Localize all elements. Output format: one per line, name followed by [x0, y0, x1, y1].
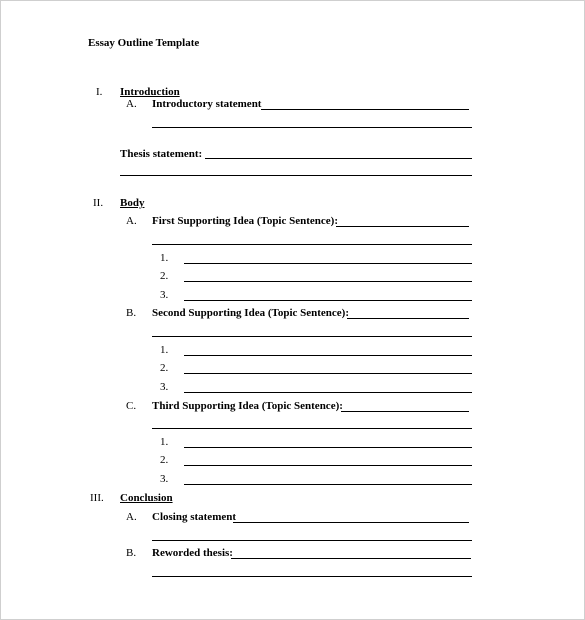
section-numeral-introduction: I.: [96, 86, 103, 98]
body-idea-letter-b: B.: [126, 307, 137, 319]
section-numeral-body: II.: [93, 197, 104, 209]
third-idea-item-3-blank[interactable]: [184, 484, 472, 485]
thesis-statement-blank[interactable]: [205, 158, 472, 159]
reworded-thesis-blank[interactable]: [231, 558, 471, 559]
body-idea-letter-a: A.: [126, 215, 137, 227]
second-idea-item-1-blank[interactable]: [184, 355, 472, 356]
second-supporting-idea-label: Second Supporting Idea (Topic Sentence):: [152, 307, 350, 319]
second-idea-item-2-blank[interactable]: [184, 373, 472, 374]
third-idea-item-number-2: 2.: [160, 454, 169, 466]
reworded-thesis-label: Reworded thesis:: [152, 547, 233, 559]
second-idea-item-number-3: 3.: [160, 381, 169, 393]
reworded-thesis-blank-2[interactable]: [152, 576, 472, 577]
conclusion-item-letter-b: B.: [126, 547, 137, 559]
first-idea-item-1-blank[interactable]: [184, 263, 472, 264]
second-idea-item-3-blank[interactable]: [184, 392, 472, 393]
closing-statement-label: Closing statement: [152, 511, 237, 523]
third-idea-item-number-3: 3.: [160, 473, 169, 485]
body-idea-letter-c: C.: [126, 400, 137, 412]
first-idea-item-number-1: 1.: [160, 252, 169, 264]
second-supporting-idea-blank[interactable]: [347, 318, 469, 319]
section-heading-conclusion: Conclusion: [120, 492, 173, 504]
thesis-statement-blank-2[interactable]: [120, 175, 472, 176]
third-supporting-idea-blank-2[interactable]: [152, 428, 472, 429]
second-supporting-idea-blank-2[interactable]: [152, 336, 472, 337]
section-numeral-conclusion: III.: [90, 492, 104, 504]
second-idea-item-number-1: 1.: [160, 344, 169, 356]
first-idea-item-2-blank[interactable]: [184, 281, 472, 282]
third-supporting-idea-blank[interactable]: [341, 411, 469, 412]
first-idea-item-number-3: 3.: [160, 289, 169, 301]
conclusion-item-letter-a: A.: [126, 511, 137, 523]
second-idea-item-number-2: 2.: [160, 362, 169, 374]
closing-statement-blank-2[interactable]: [152, 540, 472, 541]
closing-statement-blank[interactable]: [233, 522, 469, 523]
third-idea-item-1-blank[interactable]: [184, 447, 472, 448]
third-idea-item-number-1: 1.: [160, 436, 169, 448]
thesis-statement-label: Thesis statement:: [120, 148, 203, 160]
section-heading-body: Body: [120, 197, 145, 209]
introductory-statement-blank-2[interactable]: [152, 127, 472, 128]
introductory-statement-label: Introductory statement: [152, 98, 262, 110]
first-supporting-idea-blank[interactable]: [336, 226, 469, 227]
first-supporting-idea-label: First Supporting Idea (Topic Sentence):: [152, 215, 338, 227]
first-supporting-idea-blank-2[interactable]: [152, 244, 472, 245]
first-idea-item-number-2: 2.: [160, 270, 169, 282]
section-heading-introduction: Introduction: [120, 86, 180, 98]
document-title: Essay Outline Template: [88, 37, 200, 49]
third-supporting-idea-label: Third Supporting Idea (Topic Sentence):: [152, 400, 343, 412]
third-idea-item-2-blank[interactable]: [184, 465, 472, 466]
introductory-statement-blank[interactable]: [261, 109, 469, 110]
first-idea-item-3-blank[interactable]: [184, 300, 472, 301]
intro-item-letter-a: A.: [126, 98, 137, 110]
